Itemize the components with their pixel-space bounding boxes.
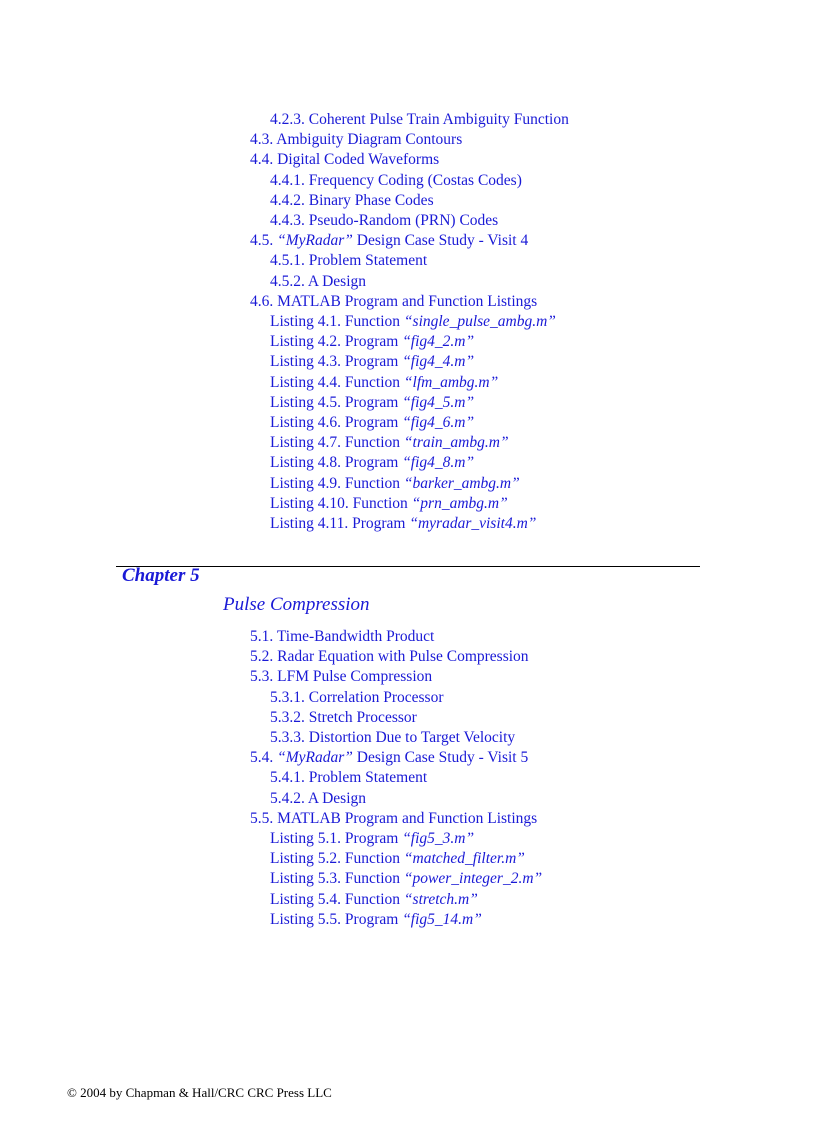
toc-entry-text: Listing 5.2. Function [270,850,404,868]
toc-entry-filename: “stretch.m” [403,890,478,908]
toc-entry-text: 5.3.1. Correlation Processor [270,688,444,706]
toc-entry-text: 5.2. Radar Equation with Pulse Compression [250,648,529,666]
toc-entry[interactable] [270,688,443,708]
toc-entry-text: 5.3.3. Distortion Due to Target Velocity [270,729,516,746]
toc-entry[interactable] [250,231,528,251]
toc-entry-text: Listing 4.8. Program [270,454,403,472]
toc-entry-filename: “fig4_2.m” [402,333,475,351]
toc-entry[interactable] [250,627,434,647]
toc-entry[interactable] [270,494,508,514]
toc-entry[interactable] [250,647,529,667]
toc-entry[interactable] [270,352,474,372]
toc-entry[interactable] [250,130,462,150]
toc-entry-text: 4.3. Ambiguity Diagram Contours [250,131,463,149]
toc-entry-filename: “fig4_8.m” [402,454,475,472]
toc-entry-text: 4.4.1. Frequency Coding (Costas Codes) [270,171,522,189]
toc-entry-filename: “matched_filter.m” [403,850,525,868]
toc-entry-text: 4.5.2. A Design [270,272,367,290]
toc-entry-text: 5.3. LFM Pulse Compression [250,668,433,686]
toc-entry-suffix: Design Case Study - Visit 4 [352,232,529,250]
toc-entry[interactable] [270,211,498,231]
toc-entry-filename: “barker_ambg.m” [403,474,520,492]
toc-entry-text: 4.5. [250,232,278,250]
toc-entry-text: Listing 5.4. Function [270,890,404,908]
toc-entry-filename: “fig4_6.m” [402,414,475,431]
toc-entry-text: Listing 4.3. Program [270,353,403,371]
toc-entry[interactable] [270,272,366,292]
toc-entry-filename: “prn_ambg.m” [411,494,508,512]
toc-entry-text: Listing 4.11. Program [270,515,410,532]
toc-entry-text: Listing 5.1. Program [270,830,403,847]
toc-entry[interactable] [270,453,474,473]
toc-entry-text: 4.4. Digital Coded Waveforms [250,151,440,169]
toc-entry[interactable] [270,474,520,494]
toc-entry[interactable] [250,748,528,768]
toc-entry[interactable] [250,667,432,687]
toc-entry-filename: “MyRadar” [277,749,353,767]
toc-entry-text: Listing 4.9. Function [270,474,404,492]
toc-entry[interactable] [270,373,498,393]
toc-entry-text: Listing 5.3. Function [270,870,404,888]
toc-entry-text: 4.4.2. Binary Phase Codes [270,191,434,209]
toc-entry-text: Listing 4.7. Function [270,434,404,452]
toc-entry-filename: “power_integer_2.m” [403,870,543,888]
toc-entry-filename: “lfm_ambg.m” [403,373,499,391]
toc-entry[interactable] [270,433,509,453]
toc-entry[interactable] [270,171,522,191]
toc-entry-text: Listing 4.6. Program [270,414,403,431]
toc-entry-text: Listing 4.4. Function [270,373,404,391]
toc-entry-filename: “train_ambg.m” [403,434,509,452]
toc-entry[interactable] [250,809,537,829]
toc-entry-filename: “fig4_4.m” [402,353,475,371]
chapter-title[interactable]: Pulse Compression [223,594,370,615]
toc-entry-text: 4.5.1. Problem Statement [270,252,428,270]
toc-entry-text: 5.3.2. Stretch Processor [270,708,417,726]
toc-entry-text: 5.4.1. Problem Statement [270,769,428,787]
toc-entry[interactable] [270,890,478,910]
toc-entry-filename: “fig5_3.m” [402,830,475,847]
toc-entry[interactable] [250,150,439,170]
toc-entry-text: 5.5. MATLAB Program and Function Listings [250,809,538,827]
toc-entry[interactable] [270,728,515,748]
chapter-divider [116,566,700,567]
toc-entry[interactable] [270,312,556,332]
toc-entry-text: Listing 4.1. Function [270,313,404,330]
toc-entry[interactable] [270,789,366,809]
toc-entry[interactable] [270,708,417,728]
toc-entry-filename: “MyRadar” [277,232,353,250]
toc-entry-suffix: Design Case Study - Visit 5 [352,749,529,767]
toc-entry[interactable] [270,332,474,352]
toc-entry[interactable] [250,292,537,312]
toc-entry[interactable] [270,191,434,211]
toc-entry-text: Listing 4.5. Program [270,393,403,411]
toc-entry[interactable] [270,869,542,889]
toc-entry[interactable] [270,514,536,534]
toc-entry-text: Listing 4.2. Program [270,333,403,351]
toc-entry-filename: “fig5_14.m” [402,910,482,928]
toc-entry-text: Listing 5.5. Program [270,910,403,928]
toc-entry-filename: “myradar_visit4.m” [409,515,537,532]
toc-entry-text: 4.2.3. Coherent Pulse Train Ambiguity Function [270,111,569,128]
toc-entry[interactable] [270,829,474,849]
toc-entry[interactable] [270,393,474,413]
toc-entry-text: 4.6. MATLAB Program and Function Listings [250,292,538,310]
toc-entry[interactable] [270,768,427,788]
toc-entry[interactable] [270,110,569,130]
toc-entry[interactable] [270,413,474,433]
toc-entry-text: Listing 4.10. Function [270,494,412,512]
toc-entry-text: 5.4. [250,749,278,767]
copyright-footer: © 2004 by Chapman & Hall/CRC CRC Press LLC [67,1085,332,1100]
toc-entry-filename: “fig4_5.m” [402,393,475,411]
toc-entry-filename: “single_pulse_ambg.m” [403,313,556,330]
toc-entry[interactable] [270,251,427,271]
toc-entry[interactable] [270,910,482,930]
toc-entry-text: 5.4.2. A Design [270,789,367,807]
toc-entry-text: 4.4.3. Pseudo-Random (PRN) Codes [270,212,499,229]
toc-entry-text: 5.1. Time-Bandwidth Product [250,628,435,645]
toc-entry[interactable] [270,849,525,869]
chapter-label[interactable]: Chapter 5 [122,565,200,586]
